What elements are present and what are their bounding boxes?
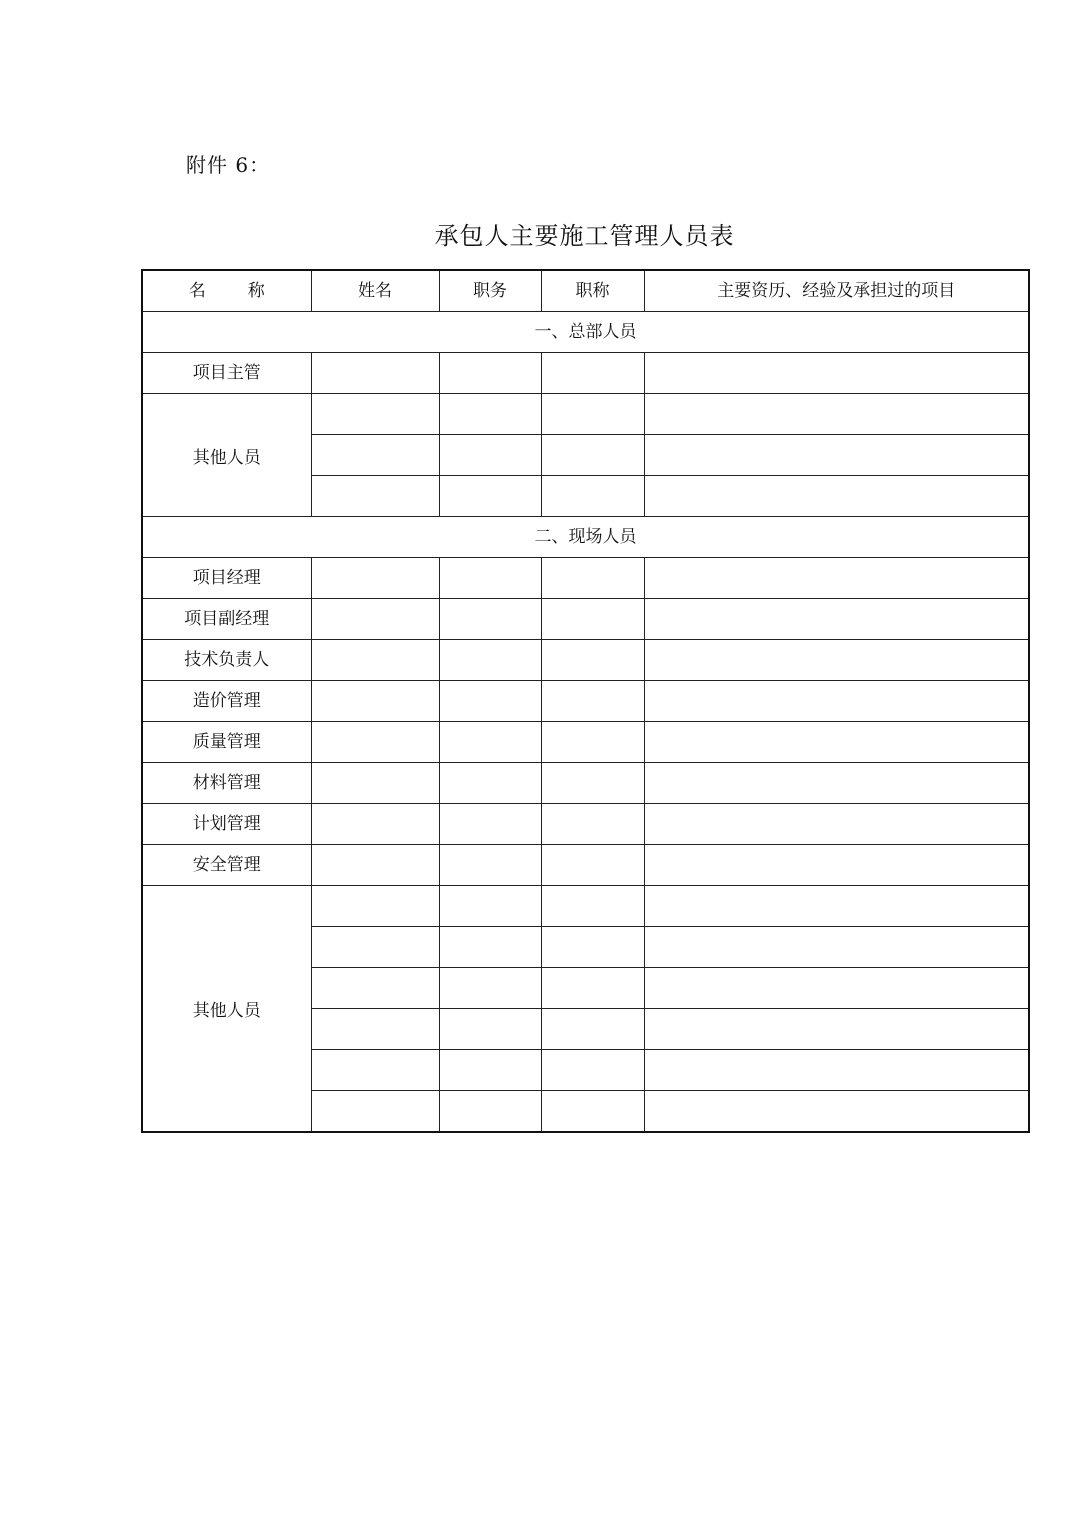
table-row bbox=[142, 804, 1029, 845]
cell-experience[interactable] bbox=[644, 558, 1029, 599]
role-label: 造价管理 bbox=[142, 681, 311, 722]
column-header-rank: 职称 bbox=[541, 270, 644, 312]
column-header-experience: 主要资历、经验及承担过的项目 bbox=[644, 270, 1029, 312]
section-row-site bbox=[142, 517, 1029, 558]
table-row bbox=[142, 394, 1029, 435]
cell-duty[interactable] bbox=[439, 1091, 541, 1133]
cell-duty[interactable] bbox=[439, 1009, 541, 1050]
cell-duty[interactable] bbox=[439, 640, 541, 681]
table-row bbox=[142, 886, 1029, 927]
role-label: 项目主管 bbox=[142, 353, 311, 394]
cell-experience[interactable] bbox=[644, 1050, 1029, 1091]
table-row bbox=[142, 640, 1029, 681]
cell-duty[interactable] bbox=[439, 681, 541, 722]
cell-person[interactable] bbox=[311, 1009, 439, 1050]
cell-person[interactable] bbox=[311, 476, 439, 517]
cell-rank[interactable] bbox=[541, 1050, 644, 1091]
cell-person[interactable] bbox=[311, 558, 439, 599]
cell-rank[interactable] bbox=[541, 722, 644, 763]
cell-person[interactable] bbox=[311, 640, 439, 681]
cell-rank[interactable] bbox=[541, 763, 644, 804]
role-label: 项目副经理 bbox=[142, 599, 311, 640]
section-title-headquarters: 一、总部人员 bbox=[142, 312, 1029, 353]
table-row bbox=[142, 353, 1029, 394]
cell-experience[interactable] bbox=[644, 1009, 1029, 1050]
cell-duty[interactable] bbox=[439, 353, 541, 394]
cell-rank[interactable] bbox=[541, 558, 644, 599]
section-title-site: 二、现场人员 bbox=[142, 517, 1029, 558]
cell-rank[interactable] bbox=[541, 1009, 644, 1050]
cell-duty[interactable] bbox=[439, 1050, 541, 1091]
cell-duty[interactable] bbox=[439, 394, 541, 435]
cell-person[interactable] bbox=[311, 763, 439, 804]
cell-duty[interactable] bbox=[439, 558, 541, 599]
cell-person[interactable] bbox=[311, 886, 439, 927]
cell-duty[interactable] bbox=[439, 476, 541, 517]
cell-duty[interactable] bbox=[439, 927, 541, 968]
table-row bbox=[142, 558, 1029, 599]
cell-experience[interactable] bbox=[644, 927, 1029, 968]
cell-person[interactable] bbox=[311, 845, 439, 886]
cell-person[interactable] bbox=[311, 1050, 439, 1091]
cell-duty[interactable] bbox=[439, 886, 541, 927]
column-header-name: 名 称 bbox=[142, 270, 311, 312]
cell-person[interactable] bbox=[311, 599, 439, 640]
cell-rank[interactable] bbox=[541, 886, 644, 927]
cell-rank[interactable] bbox=[541, 353, 644, 394]
cell-experience[interactable] bbox=[644, 763, 1029, 804]
cell-person[interactable] bbox=[311, 681, 439, 722]
cell-experience[interactable] bbox=[644, 804, 1029, 845]
table-row bbox=[142, 599, 1029, 640]
cell-duty[interactable] bbox=[439, 599, 541, 640]
cell-rank[interactable] bbox=[541, 804, 644, 845]
cell-person[interactable] bbox=[311, 353, 439, 394]
column-header-duty: 职务 bbox=[439, 270, 541, 312]
table-row bbox=[142, 681, 1029, 722]
cell-duty[interactable] bbox=[439, 804, 541, 845]
cell-rank[interactable] bbox=[541, 640, 644, 681]
cell-person[interactable] bbox=[311, 435, 439, 476]
cell-duty[interactable] bbox=[439, 763, 541, 804]
cell-experience[interactable] bbox=[644, 1091, 1029, 1133]
cell-duty[interactable] bbox=[439, 968, 541, 1009]
cell-person[interactable] bbox=[311, 968, 439, 1009]
cell-experience[interactable] bbox=[644, 845, 1029, 886]
cell-rank[interactable] bbox=[541, 394, 644, 435]
role-label: 项目经理 bbox=[142, 558, 311, 599]
cell-rank[interactable] bbox=[541, 927, 644, 968]
cell-rank[interactable] bbox=[541, 435, 644, 476]
cell-experience[interactable] bbox=[644, 681, 1029, 722]
role-label-hq-others: 其他人员 bbox=[142, 394, 311, 517]
cell-person[interactable] bbox=[311, 927, 439, 968]
staff-table bbox=[141, 269, 1030, 1133]
cell-rank[interactable] bbox=[541, 476, 644, 517]
role-label: 技术负责人 bbox=[142, 640, 311, 681]
role-label-site-others: 其他人员 bbox=[142, 886, 311, 1133]
table-row bbox=[142, 763, 1029, 804]
role-label: 计划管理 bbox=[142, 804, 311, 845]
cell-experience[interactable] bbox=[644, 394, 1029, 435]
cell-experience[interactable] bbox=[644, 886, 1029, 927]
section-row-headquarters bbox=[142, 312, 1029, 353]
document-title: 承包人主要施工管理人员表 bbox=[434, 222, 735, 250]
cell-experience[interactable] bbox=[644, 640, 1029, 681]
cell-person[interactable] bbox=[311, 1091, 439, 1133]
cell-rank[interactable] bbox=[541, 599, 644, 640]
cell-person[interactable] bbox=[311, 722, 439, 763]
column-header-person: 姓名 bbox=[311, 270, 439, 312]
attachment-label: 附件 6： bbox=[186, 153, 271, 177]
cell-experience[interactable] bbox=[644, 476, 1029, 517]
cell-experience[interactable] bbox=[644, 435, 1029, 476]
cell-experience[interactable] bbox=[644, 968, 1029, 1009]
cell-person[interactable] bbox=[311, 804, 439, 845]
cell-rank[interactable] bbox=[541, 845, 644, 886]
cell-rank[interactable] bbox=[541, 1091, 644, 1133]
cell-duty[interactable] bbox=[439, 435, 541, 476]
role-label: 质量管理 bbox=[142, 722, 311, 763]
cell-experience[interactable] bbox=[644, 722, 1029, 763]
cell-experience[interactable] bbox=[644, 353, 1029, 394]
table-row bbox=[142, 845, 1029, 886]
cell-duty[interactable] bbox=[439, 845, 541, 886]
role-label: 材料管理 bbox=[142, 763, 311, 804]
cell-rank[interactable] bbox=[541, 681, 644, 722]
cell-person[interactable] bbox=[311, 394, 439, 435]
role-label: 安全管理 bbox=[142, 845, 311, 886]
table-row bbox=[142, 722, 1029, 763]
cell-experience[interactable] bbox=[644, 599, 1029, 640]
table-header-row bbox=[142, 270, 1029, 312]
cell-duty[interactable] bbox=[439, 722, 541, 763]
cell-rank[interactable] bbox=[541, 968, 644, 1009]
